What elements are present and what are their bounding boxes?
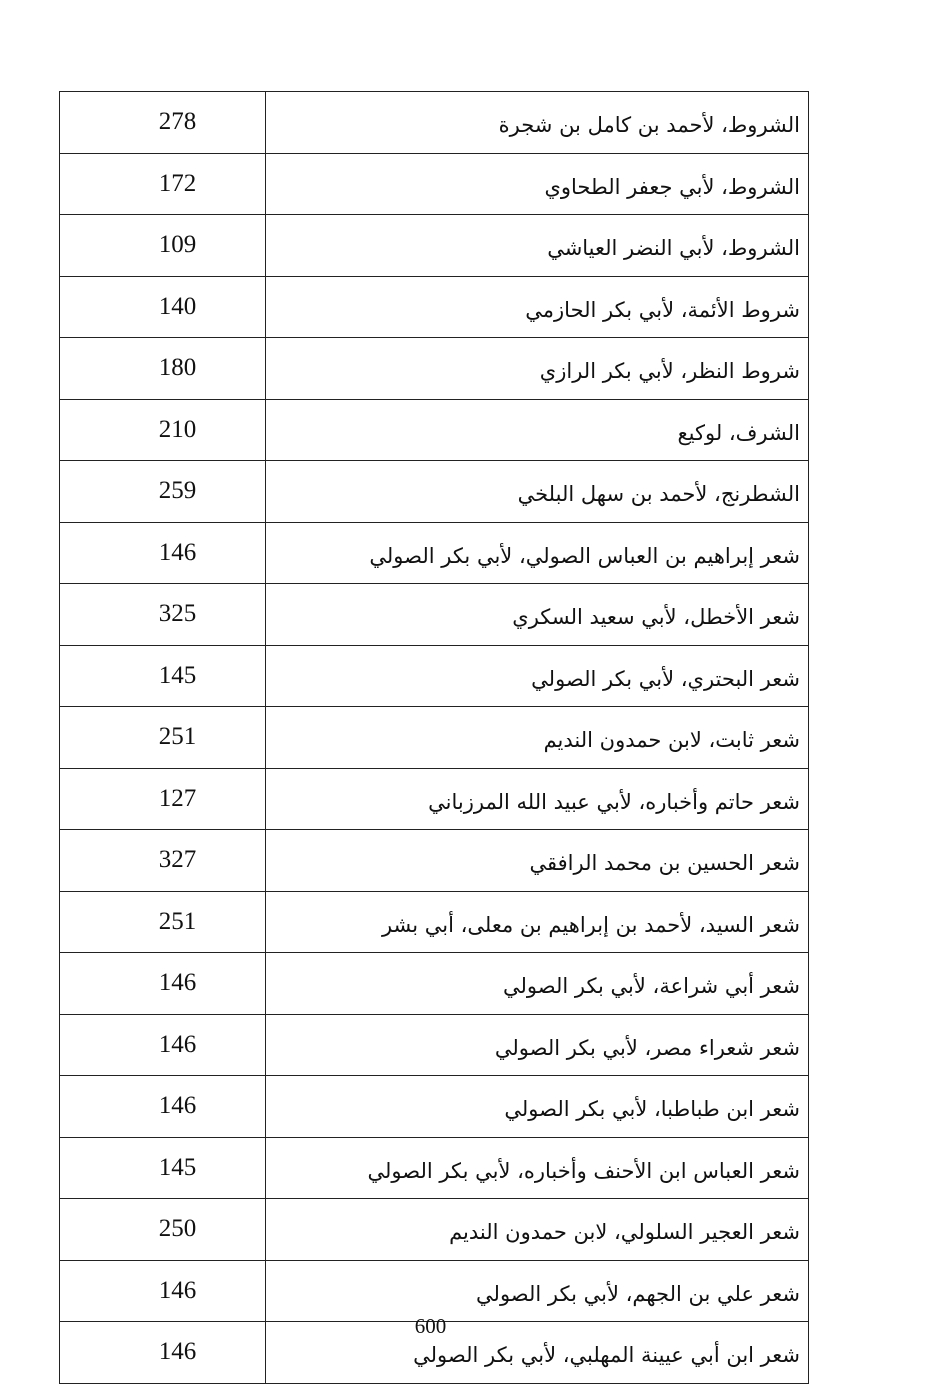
- page-number: 600: [414, 1314, 447, 1338]
- entry-page-number: 327: [60, 830, 266, 892]
- entry-title: شعر علي بن الجهم، لأبي بكر الصولي: [266, 1260, 809, 1322]
- entry-page-number: 180: [60, 338, 266, 400]
- entry-title: الشروط، لأبي النضر العياشي: [266, 215, 809, 277]
- entry-page-number: 127: [60, 768, 266, 830]
- entry-title: شروط الأئمة، لأبي بكر الحازمي: [266, 276, 809, 338]
- entry-title: شعر إبراهيم بن العباس الصولي، لأبي بكر الصولي: [266, 522, 809, 584]
- entry-page-number: 145: [60, 1137, 266, 1199]
- index-row: [60, 953, 809, 1015]
- index-table-body: [60, 92, 809, 1384]
- entry-title: شعر ثابت، لابن حمدون النديم: [266, 707, 809, 769]
- entry-title: شعر العجير السلولي، لابن حمدون النديم: [266, 1199, 809, 1261]
- entry-title: شعر البحتري، لأبي بكر الصولي: [266, 645, 809, 707]
- entry-title: شعر السيد، لأحمد بن إبراهيم بن معلى، أبي بشر: [266, 891, 809, 953]
- entry-page-number: 146: [60, 1260, 266, 1322]
- index-row: [60, 645, 809, 707]
- entry-page-number: 146: [60, 1322, 266, 1384]
- entry-title: شعر العباس ابن الأحنف وأخباره، لأبي بكر الصولي: [266, 1137, 809, 1199]
- index-table: [59, 91, 809, 1384]
- entry-page-number: 145: [60, 645, 266, 707]
- index-row: [60, 276, 809, 338]
- index-row: [60, 707, 809, 769]
- entry-title: شعر الأخطل، لأبي سعيد السكري: [266, 584, 809, 646]
- index-row: [60, 584, 809, 646]
- index-row: [60, 153, 809, 215]
- entry-page-number: 146: [60, 953, 266, 1015]
- index-row: [60, 891, 809, 953]
- entry-page-number: 140: [60, 276, 266, 338]
- entry-title: شعر حاتم وأخباره، لأبي عبيد الله المرزباني: [266, 768, 809, 830]
- entry-page-number: 146: [60, 1076, 266, 1138]
- entry-page-number: 251: [60, 707, 266, 769]
- entry-page-number: 325: [60, 584, 266, 646]
- entry-page-number: 278: [60, 92, 266, 154]
- entry-title: الشروط، لأحمد بن كامل بن شجرة: [266, 92, 809, 154]
- entry-page-number: 250: [60, 1199, 266, 1261]
- entry-title: شروط النظر، لأبي بكر الرازي: [266, 338, 809, 400]
- entry-page-number: 146: [60, 1014, 266, 1076]
- entry-page-number: 146: [60, 522, 266, 584]
- entry-page-number: 210: [60, 399, 266, 461]
- entry-title: شعر ابن أبي عيينة المهلبي، لأبي بكر الصولي: [266, 1322, 809, 1384]
- index-row: [60, 1260, 809, 1322]
- index-row: [60, 215, 809, 277]
- index-row: [60, 1076, 809, 1138]
- index-row: [60, 522, 809, 584]
- index-row: [60, 92, 809, 154]
- entry-title: الشطرنج، لأحمد بن سهل البلخي: [266, 461, 809, 523]
- entry-title: الشروط، لأبي جعفر الطحاوي: [266, 153, 809, 215]
- entry-page-number: 172: [60, 153, 266, 215]
- entry-page-number: 109: [60, 215, 266, 277]
- index-row: [60, 399, 809, 461]
- index-row: [60, 768, 809, 830]
- entry-title: الشرف، لوكيع: [266, 399, 809, 461]
- index-row: [60, 338, 809, 400]
- index-row: [60, 1199, 809, 1261]
- entry-title: شعر ابن طباطبا، لأبي بكر الصولي: [266, 1076, 809, 1138]
- index-row: [60, 1014, 809, 1076]
- entry-title: شعر أبي شراعة، لأبي بكر الصولي: [266, 953, 809, 1015]
- entry-title: شعر شعراء مصر، لأبي بكر الصولي: [266, 1014, 809, 1076]
- entry-page-number: 259: [60, 461, 266, 523]
- entry-title: شعر الحسين بن محمد الرافقي: [266, 830, 809, 892]
- entry-page-number: 251: [60, 891, 266, 953]
- index-row: [60, 461, 809, 523]
- index-row: [60, 1137, 809, 1199]
- index-row: [60, 830, 809, 892]
